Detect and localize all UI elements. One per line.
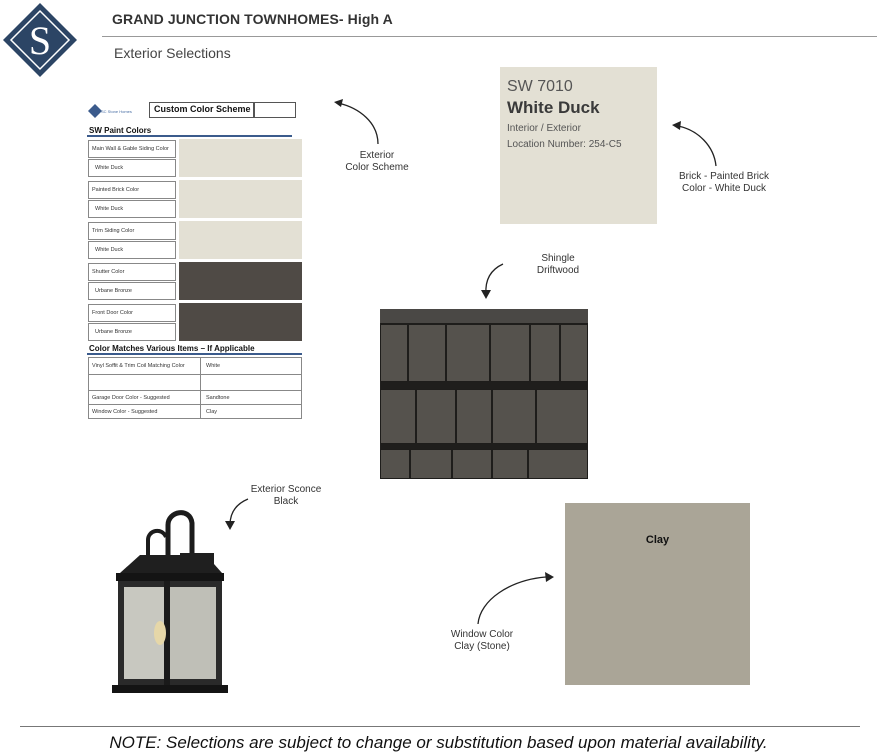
sconce-caption: Exterior Sconce Black <box>250 484 322 507</box>
footer-divider <box>20 726 860 727</box>
paint-chip-use: Interior / Exterior <box>507 123 581 134</box>
paint-swatch <box>179 262 302 300</box>
paint-swatch <box>179 303 302 341</box>
match-row: Garage Door Color - Suggested Sandtone <box>88 391 302 405</box>
paint-swatch <box>179 221 302 259</box>
paint-row-label: Main Wall & Gable Siding Color <box>88 140 176 158</box>
scheme-title-extra-box <box>254 102 296 118</box>
scheme-title: Custom Color Scheme <box>154 104 251 114</box>
paint-row-value: Urbane Bronze <box>88 282 176 300</box>
paint-chip <box>500 67 657 224</box>
window-caption: Window Color Clay (Stone) <box>450 629 514 652</box>
paint-chip-location: Location Number: 254-C5 <box>507 139 622 150</box>
header-divider <box>102 36 877 37</box>
logo-letter: S <box>28 18 52 63</box>
paint-row-label: Painted Brick Color <box>88 181 176 199</box>
color-matches-heading: Color Matches Various Items – If Applicable <box>89 344 255 353</box>
scheme-arrow-icon <box>330 98 390 148</box>
brick-caption: Brick - Painted Brick Color - White Duck <box>678 171 770 194</box>
window-color-swatch <box>565 503 750 685</box>
shingle-caption: Shingle Driftwood <box>536 253 580 276</box>
paint-row-value: Urbane Bronze <box>88 323 176 341</box>
paint-row-value: White Duck <box>88 200 176 218</box>
paint-chip-number: SW 7010 <box>507 78 573 95</box>
paint-swatch <box>179 180 302 218</box>
paint-row-label: Shutter Color <box>88 263 176 281</box>
company-logo <box>2 2 78 78</box>
exterior-scheme-caption: Exterior Color Scheme <box>345 150 409 173</box>
shingle-sample-image <box>380 309 588 479</box>
paint-row-label: Trim Siding Color <box>88 222 176 240</box>
availability-note: NOTE: Selections are subject to change or substitution based upon material availability. <box>109 733 768 752</box>
match-row <box>88 375 302 391</box>
color-matches-divider <box>87 353 302 355</box>
window-color-label: Clay <box>645 534 670 546</box>
match-row: Vinyl Soffit & Trim Coil Matching Color White <box>88 357 302 375</box>
page-title: GRAND JUNCTION TOWNHOMES- High A <box>112 11 393 27</box>
page-subtitle: Exterior Selections <box>114 45 231 61</box>
color-scheme-sheet <box>87 100 303 422</box>
window-arrow-icon <box>470 570 560 630</box>
paint-row-value: White Duck <box>88 241 176 259</box>
paint-swatch <box>179 139 302 177</box>
scheme-logo-text: SC Stone Homes <box>101 109 132 114</box>
paint-row-value: White Duck <box>88 159 176 177</box>
shingle-arrow-icon <box>478 262 508 300</box>
paint-row-label: Front Door Color <box>88 304 176 322</box>
brick-arrow-icon <box>668 118 728 170</box>
sw-paint-heading: SW Paint Colors <box>89 126 152 135</box>
exterior-sconce-image <box>100 505 230 695</box>
paint-chip-name: White Duck <box>507 98 600 117</box>
match-row: Window Color - Suggested Clay <box>88 405 302 419</box>
sw-heading-divider <box>87 135 292 137</box>
